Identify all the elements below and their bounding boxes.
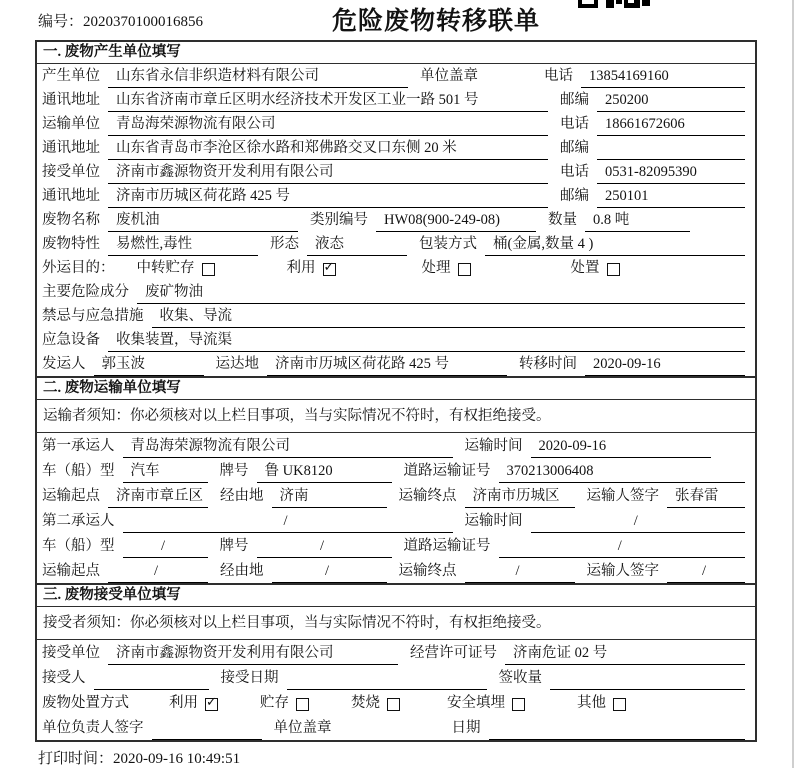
checkbox-unchecked-icon	[458, 263, 471, 276]
field-label: 电话	[560, 164, 589, 180]
field-label: 签收量	[498, 670, 542, 686]
checkbox-label: 安全填埋	[447, 695, 505, 711]
spacer	[332, 739, 452, 740]
field-label: 包装方式	[419, 236, 477, 252]
static-label: 单位盖章	[273, 720, 332, 736]
field-value: 桶(金属,数量 4 )	[485, 236, 745, 256]
field-value: 13854169160	[581, 68, 745, 88]
document-number-label: 编号：	[38, 14, 84, 30]
form-row	[37, 112, 755, 136]
form-row	[37, 64, 755, 88]
document-number	[38, 10, 203, 31]
form-row	[37, 160, 755, 184]
section-notice: 运输者须知：你必须核对以上栏目事项，当与实际情况不符时，有权拒绝接受。	[37, 400, 755, 433]
form-row	[37, 256, 755, 280]
checkbox-option	[137, 260, 215, 280]
form-row	[37, 208, 755, 232]
field-value	[550, 670, 745, 690]
field-label: 运输人签字	[586, 488, 659, 504]
checkbox-label: 处理	[421, 260, 451, 276]
checkbox-option	[577, 695, 626, 715]
field-label: 运输起点	[42, 488, 100, 504]
field-value: /	[257, 538, 392, 558]
form-row	[37, 508, 755, 533]
form-row	[37, 304, 755, 328]
field-value: 济南市鑫源物资开发利用有限公司	[108, 645, 398, 665]
form-row	[37, 458, 755, 483]
form-row	[37, 640, 755, 665]
field-label: 运输终点	[398, 488, 457, 504]
checkbox-option	[447, 695, 525, 715]
print-time	[38, 747, 240, 768]
spacer	[478, 87, 544, 88]
field-value: /	[499, 538, 746, 558]
field-label: 形态	[270, 236, 299, 252]
static-label: 单位盖章	[420, 68, 478, 84]
document-number-value: 2020370100016856	[83, 14, 204, 30]
field-value: 250200	[597, 92, 745, 112]
field-value: 山东省青岛市李沧区徐水路和郑佛路交叉口东侧 20 米	[108, 140, 548, 160]
field-label: 日期	[451, 720, 481, 736]
field-label: 运输终点	[398, 563, 457, 579]
print-time-label: 打印时间：	[38, 751, 114, 767]
field-value: /	[667, 563, 745, 583]
form-row	[37, 184, 755, 208]
field-label: 邮编	[560, 92, 589, 108]
field-label: 接受单位	[42, 164, 100, 180]
checkbox-label: 利用	[169, 695, 198, 711]
form-row	[37, 280, 755, 304]
field-label: 转移时间	[519, 356, 577, 372]
field-value: /	[531, 513, 746, 533]
field-value: 济南市历城区	[465, 488, 575, 508]
form-row	[37, 352, 755, 376]
page-title: 危险废物转移联单	[332, 8, 541, 35]
field-value: 废机油	[108, 212, 298, 232]
field-value: 0.8 吨	[585, 212, 690, 232]
field-label: 通讯地址	[42, 92, 100, 108]
field-value: /	[123, 513, 453, 533]
field-label: 通讯地址	[42, 188, 100, 204]
field-label: 运输时间	[464, 438, 523, 454]
checkbox-unchecked-icon	[202, 263, 215, 276]
field-value: 济南市鑫源物资开发利用有限公司	[108, 164, 548, 184]
field-label: 第一承运人	[42, 438, 115, 454]
field-value: 张春雷	[667, 488, 745, 508]
field-value: 鲁 UK8120	[257, 463, 392, 483]
field-label: 经由地	[220, 563, 264, 579]
field-value: 山东省济南市章丘区明水经济技术开发区工业一路 501 号	[108, 92, 548, 112]
field-value: /	[465, 563, 575, 583]
field-value	[152, 720, 262, 740]
section-transporter	[35, 376, 757, 585]
field-label: 邮编	[560, 188, 589, 204]
field-label: 运输起点	[42, 563, 100, 579]
field-label: 车（船）型	[42, 463, 115, 479]
field-value: 汽车	[123, 463, 208, 483]
form-row	[37, 88, 755, 112]
checkbox-label: 利用	[286, 260, 316, 276]
checkbox-option	[260, 695, 309, 715]
field-value: /	[108, 563, 208, 583]
field-value: 青岛海荣源物流有限公司	[108, 116, 548, 136]
field-value: 废矿物油	[137, 284, 745, 304]
field-label: 禁忌与应急措施	[42, 308, 144, 324]
form-row	[37, 715, 755, 740]
field-label: 经由地	[220, 488, 264, 504]
field-value: /	[272, 563, 387, 583]
section-title: 一. 废物产生单位填写	[37, 42, 755, 64]
field-label: 单位负责人签字	[42, 720, 144, 736]
section-receiver	[35, 583, 757, 742]
field-label: 发运人	[42, 356, 86, 372]
form-row	[37, 690, 755, 715]
field-label: 运达地	[215, 356, 259, 372]
field-value: 2020-09-16	[585, 356, 745, 376]
section-notice: 接受者须知：你必须核对以上栏目事项，当与实际情况不符时，有权拒绝接受。	[37, 607, 755, 640]
field-label: 产生单位	[42, 68, 100, 84]
form-row	[37, 665, 755, 690]
checkbox-option	[169, 695, 218, 715]
field-label: 数量	[548, 212, 577, 228]
field-label: 外运目的：	[42, 260, 115, 276]
section-producer	[35, 40, 757, 378]
field-label: 应急设备	[42, 332, 100, 348]
field-label: 第二承运人	[42, 513, 115, 529]
field-value: 济南市章丘区	[108, 488, 208, 508]
page-edge-line	[792, 0, 794, 768]
checkbox-unchecked-icon	[613, 698, 626, 711]
checkbox-option	[351, 695, 400, 715]
form-row	[37, 558, 755, 583]
field-label: 废物处置方式	[42, 695, 129, 711]
field-value: 易燃性,毒性	[108, 236, 258, 256]
checkbox-unchecked-icon	[387, 698, 400, 711]
form-row	[37, 136, 755, 160]
checkbox-label: 焚烧	[351, 695, 380, 711]
form-row	[37, 433, 755, 458]
field-value: 250101	[597, 188, 745, 208]
field-label: 经营许可证号	[410, 645, 497, 661]
field-label: 牌号	[219, 538, 249, 554]
checkbox-label: 处置	[570, 260, 600, 276]
field-label: 接受日期	[220, 670, 279, 686]
field-value: 济南危证 02 号	[505, 645, 745, 665]
checkbox-label: 中转贮存	[136, 260, 195, 276]
field-value: 370213006408	[499, 463, 746, 483]
field-label: 电话	[544, 68, 573, 84]
field-value: 青岛海荣源物流有限公司	[123, 438, 453, 458]
field-label: 通讯地址	[42, 140, 100, 156]
field-value: 0531-82095390	[597, 164, 745, 184]
field-label: 接受人	[42, 670, 86, 686]
manifest-form	[35, 40, 757, 742]
field-value: 郭玉波	[94, 356, 204, 376]
form-row	[37, 232, 755, 256]
field-label: 废物特性	[42, 236, 100, 252]
field-label: 废物名称	[42, 212, 100, 228]
field-value: HW08(900-249-08)	[376, 212, 536, 232]
field-value: /	[123, 538, 208, 558]
checkbox-checked-icon	[205, 698, 218, 711]
section-title: 三. 废物接受单位填写	[37, 585, 755, 607]
field-label: 车（船）型	[42, 538, 115, 554]
form-row	[37, 483, 755, 508]
field-value	[94, 670, 209, 690]
form-row	[37, 533, 755, 558]
checkbox-option	[422, 260, 471, 280]
field-value	[597, 140, 745, 160]
field-value	[287, 670, 487, 690]
field-value: 液态	[307, 236, 407, 256]
field-value: 2020-09-16	[531, 438, 711, 458]
field-value: 山东省永信非织造材料有限公司	[108, 68, 408, 88]
field-label: 运输单位	[42, 116, 100, 132]
checkbox-unchecked-icon	[512, 698, 525, 711]
field-value: 济南	[272, 488, 387, 508]
field-label: 接受单位	[42, 645, 100, 661]
checkbox-unchecked-icon	[296, 698, 309, 711]
form-row	[37, 328, 755, 352]
field-value: 收集装置，导流渠	[108, 332, 745, 352]
qr-code-icon	[578, 0, 652, 9]
field-label: 道路运输证号	[403, 538, 491, 554]
field-label: 主要危险成分	[42, 284, 129, 300]
field-label: 运输时间	[464, 513, 523, 529]
field-label: 电话	[560, 116, 589, 132]
field-value: 济南市历城区荷花路 425 号	[108, 188, 548, 208]
field-label: 类别编号	[310, 212, 368, 228]
field-label: 道路运输证号	[403, 463, 491, 479]
checkbox-label: 贮存	[260, 695, 289, 711]
checkbox-label: 其他	[577, 695, 606, 711]
field-label: 邮编	[560, 140, 589, 156]
field-label: 牌号	[219, 463, 249, 479]
print-time-value: 2020-09-16 10:49:51	[113, 751, 241, 767]
checkbox-option	[571, 260, 620, 280]
field-value	[489, 720, 746, 740]
checkbox-option	[287, 260, 336, 280]
checkbox-unchecked-icon	[607, 263, 620, 276]
section-title: 二. 废物运输单位填写	[37, 378, 755, 400]
field-value: 收集、导流	[152, 308, 746, 328]
field-label: 运输人签字	[586, 563, 659, 579]
field-value: 18661672606	[597, 116, 745, 136]
field-value: 济南市历城区荷花路 425 号	[267, 356, 507, 376]
checkbox-checked-icon	[323, 263, 336, 276]
